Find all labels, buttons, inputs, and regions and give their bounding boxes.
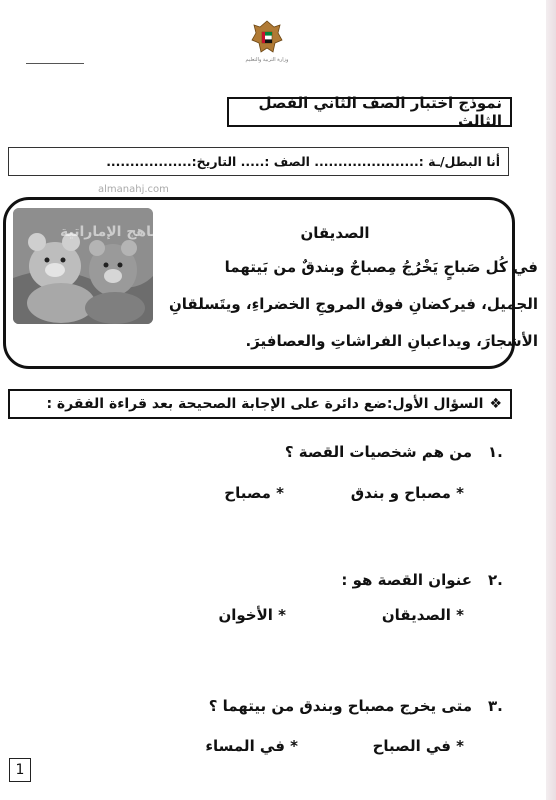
- story-line-3: الأشجارَ، ويداعبانِ الفراشاتِ والعصافيرَ.: [245, 332, 538, 350]
- diamond-bullet-icon: ❖: [489, 396, 502, 412]
- question-number: ٣.: [488, 697, 503, 715]
- question-text: من هم شخصيات القصة ؟: [284, 443, 472, 461]
- page-edge: [546, 0, 556, 800]
- answer-option[interactable]: * مصباح و بندق: [350, 484, 464, 502]
- answer-option[interactable]: * في المساء: [205, 737, 298, 755]
- answer-option[interactable]: * الصديقان: [381, 606, 464, 624]
- watermark-site: almanahj.com: [98, 184, 169, 195]
- section-one-heading: [8, 389, 512, 419]
- question-number: ١.: [488, 443, 503, 461]
- answer-option[interactable]: * الأخوان: [218, 606, 286, 624]
- story-line-2: الجميل، فيركضانِ فوق المروجِ الخضراءِ، ويتَسلقانِ: [168, 295, 538, 313]
- answer-option[interactable]: * في الصباح: [372, 737, 464, 755]
- uae-emblem-icon: [247, 18, 287, 58]
- ministry-name: وزارة التربية والتعليم: [245, 57, 289, 63]
- section-one-text: السؤال الأول:ضع دائرة على الإجابة الصحيحة بعد قراءة الفقرة :: [46, 396, 484, 412]
- question-text: متى يخرج مصباح وبندق من بيتهما ؟: [208, 697, 472, 715]
- question-number: ٢.: [488, 571, 503, 589]
- answer-option[interactable]: * مصباح: [224, 484, 284, 502]
- watermark-label: موقع المناهج الإماراتية: [60, 224, 218, 240]
- page-number: 1: [9, 758, 31, 782]
- question-text: عنوان القصة هو :: [341, 571, 472, 589]
- divider-line: [26, 63, 84, 64]
- exam-title: نموذج اختبار الصف الثاني الفصل الثالث: [227, 97, 512, 127]
- story-title: الصديقان: [300, 224, 370, 242]
- story-line-1: في كُل صَباحٍ يَخْرُجُ مِصباحٌ وبندقٌ من بَيتهما: [224, 258, 538, 276]
- student-info-line: أنا البطل/ـة :...................... الصف :..... التاريخ:..................: [8, 147, 509, 176]
